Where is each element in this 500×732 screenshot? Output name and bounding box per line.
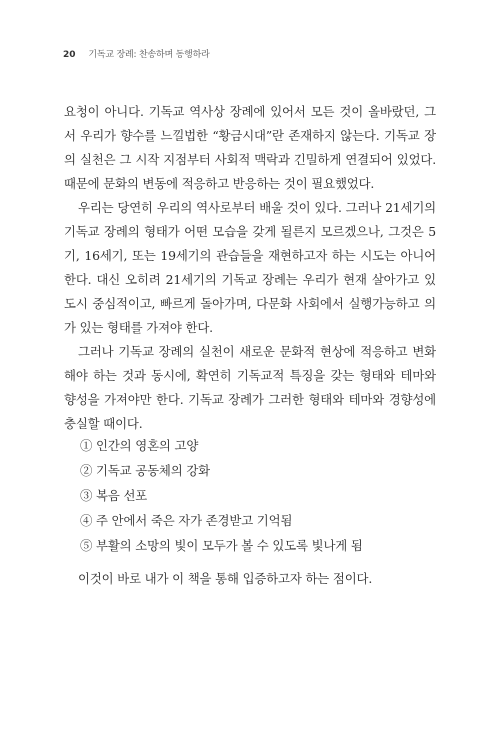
page-number: 20 xyxy=(63,50,76,60)
closing-line: 이것이 바로 내가 이 책을 통해 입증하고자 하는 점이다. xyxy=(78,571,373,586)
body-text xyxy=(64,100,436,436)
closing-sentence xyxy=(78,567,438,591)
paragraph-1-line-2: 서 우리가 향수를 느낄법한 “황금시대”란 존재하지 않는다. 기독교 장 xyxy=(64,128,436,143)
paragraph-2-line-1: 우리는 당연히 우리의 역사로부터 배울 것이 있다. 그러나 21세기의 xyxy=(78,200,436,215)
paragraph-2-line-2: 기독교 장례의 형태가 어떤 모습을 갖게 될른지 모르겠으나, 그것은 5 xyxy=(64,224,436,239)
paragraph-2-line-6: 가 있는 형태를 가져야 한다. xyxy=(64,320,213,335)
list-item: ① 인간의 영혼의 고양 xyxy=(80,438,199,453)
running-header xyxy=(63,47,210,60)
paragraph-3-line-4: 충실할 때이다. xyxy=(64,416,143,431)
paragraph-1-line-4: 때문에 문화의 변동에 적응하고 반응하는 것이 필요했었다. xyxy=(64,176,375,191)
numbered-list xyxy=(80,433,420,558)
paragraph-1-line-1: 요청이 아니다. 기독교 역사상 장례에 있어서 모든 것이 올바랐던, 그 xyxy=(64,104,436,119)
paragraph-2-line-3: 기, 16세기, 또는 19세기의 관습들을 재현하고자 하는 시도는 아니어 xyxy=(64,248,436,263)
paragraph-3-line-2: 해야 하는 것과 동시에, 확연히 기독교적 특징을 갖는 형태와 테마와 xyxy=(64,368,436,383)
list-item: ② 기독교 공동체의 강화 xyxy=(80,463,210,478)
paragraph-2-line-4: 한다. 대신 오히려 21세기의 기독교 장례는 우리가 현재 살아가고 있 xyxy=(64,272,436,287)
list-item: ③ 복음 선포 xyxy=(80,488,148,503)
list-item: ④ 주 안에서 죽은 자가 존경받고 기억됨 xyxy=(80,513,293,528)
list-item: ⑤ 부활의 소망의 빛이 모두가 볼 수 있도록 빛나게 됨 xyxy=(80,538,363,553)
running-title: 기독교 장례: 찬송하며 동행하라 xyxy=(88,50,210,60)
paragraph-1-line-3: 의 실천은 그 시작 지점부터 사회적 맥락과 긴밀하게 연결되어 있었다. xyxy=(64,152,436,167)
paragraph-3-line-1: 그러나 기독교 장례의 실천이 새로운 문화적 현상에 적응하고 변화 xyxy=(78,344,436,359)
paragraph-3-line-3: 향성을 가져야만 한다. 기독교 장례가 그러한 형태와 테마와 경향성에 xyxy=(64,392,436,407)
paragraph-2-line-5: 도시 중심적이고, 빠르게 돌아가며, 다문화 사회에서 실행가능하고 의 xyxy=(64,296,436,311)
